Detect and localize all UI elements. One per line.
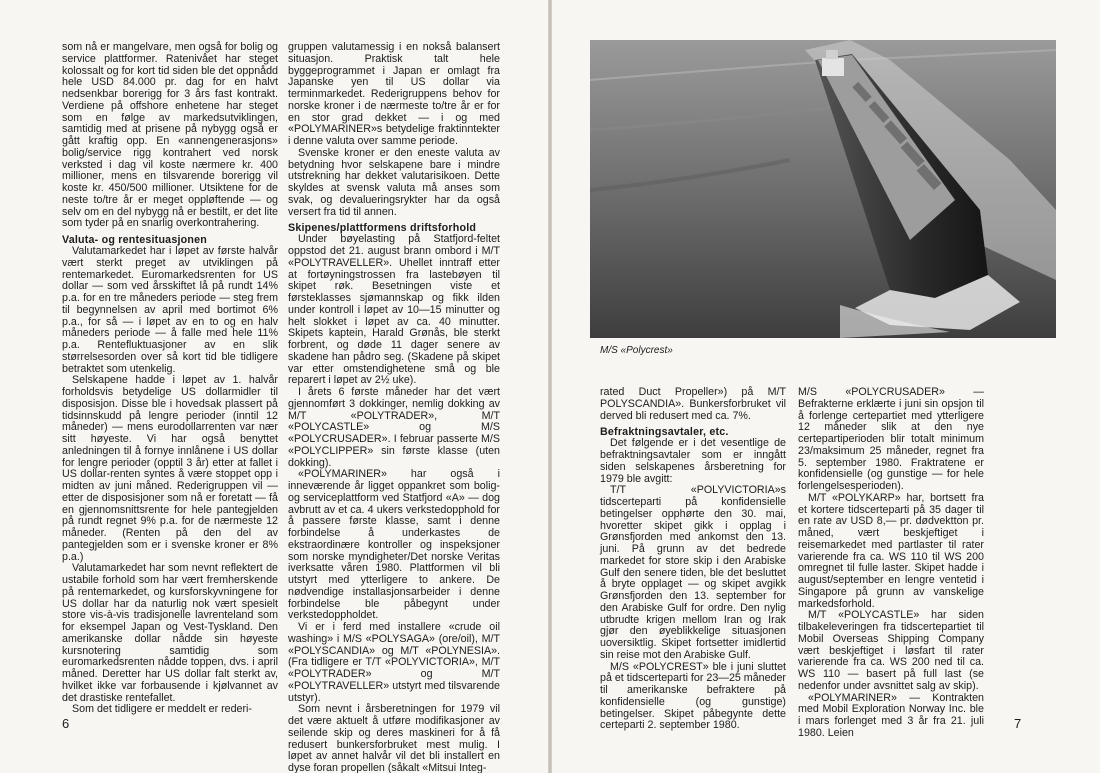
paragraph: gruppen valutamessig i en nokså balansert situasjon. Praktisk talt hele byggeprogrammet i Japan er omlagt fra Japanske yen til US dollar via terminmarkedet. Rederigruppens behov for norske kroner i de nærmeste to/tre år er for en stor grad dekket — i og med «POLYMARINER»s betydelige fraktinntekter i denne valuta over samme periode. xyxy=(288,41,500,147)
paragraph: Det følgende er i det vesentlige de befraktningsavtaler som er inngått siden selskapenes årsberetning for 1979 ble avgitt: xyxy=(600,437,786,485)
section-heading: Skipenes/plattformens driftsforhold xyxy=(288,222,477,235)
paragraph: Under bøyelasting på Statfjord-feltet oppstod det 21. august brann ombord i M/T «POLYTRAVELLER». Uhellet inntraff etter at fortøyningstrossen fra lastebøyen til skipet røk. Besetningen viste et førsteklasses sjømannskap og fikk ilden under kontroll i løpet av 10—15 minutter og helt slokket i løpet av ca. 40 minutter. Skipets kaptein, Harald Grønås, ble sterkt forbrent, og døde 11 dager senere av skadene han pådro seg. (Skadene på skipet var etter omstendighetene små og ble reparert i løpet av 2½ uke). xyxy=(288,233,500,387)
paragraph: T/T «POLYVICTORIA»s tidscerteparti på konfidensielle betingelser opphørte den 30. mai, hvoretter skipet gikk i opplag i Grønsfjorden med ankomst den 13. juni. På grunn av det bedrede markedet for store skip i den Arabiske Gulf den senere tiden, ble det besluttet å bryte opplaget — og skipet avgikk Grønsfjorden den 13. september for den Arabiske Gulf for ordre. Den nylig utbrudte krigen mellom Iran og Irak gjør den øyeblikkelige situasjonen uoversiktlig. Skipet fortsetter imidlertid sin reise mot den Arabiske Gulf. xyxy=(600,484,786,661)
paragraph: M/T «POLYCASTLE» har siden tilbakeleveringen fra tidscertepartiet til Mobil Overseas Shipping Company vært beskjeftiget i løsfart til rater varierende fra ca. WS 200 ned til ca. WS 110 — basert på full last (se nedenfor under avsnittet salg av skip). xyxy=(798,609,984,692)
right-column-2 xyxy=(798,387,984,740)
paragraph: «POLYMARINER» har også i inneværende år ligget oppankret som bolig- og serviceplattform ved Statfjord «A» — dog avbrutt av et ca. 4 ukers verkstedopphold for å passere første klasse, samt i denne forbindelse å underkastes de ekstraordinære kontroller og inspeksjoner som norske myndigheter/Det norske Veritas iverksatte våren 1980. Plattformen vil bli utstyrt med ytterligere to ankere. De nødvendige installasjonsarbeider i denne forbindelse ble påbegynt under verkstedoppholdet. xyxy=(288,468,500,622)
paragraph: Svenske kroner er den eneste valuta av betydning hvor selskapene bare i mindre utstrekning har dekket valutarisikoen. Dette skyldes at svensk valuta må anses som svak, og devalueringsrykter har da også versert fra tid til annen. xyxy=(288,146,500,218)
paragraph: Valutamarkedet har i løpet av første halvår vært sterkt preget av utviklingen på rentemarkedet. Euromarkedsrenten for US dollar — som ved årsskiftet lå på rundt 14% p.a. for en tre måneders periode — steg frem til begynnelsen av april med bortimot 6% p.a., for så — i løpet av en to og en halv måneders periode — å falle med hele 11% p.a. Rentefluktuasjoner av en slik størrelsesorden over så kort tid ble tidligere betraktet som utenkelig. xyxy=(62,245,278,375)
left-page xyxy=(0,0,548,773)
paragraph: M/S «POLYCRUSADER» — Befrakterne erklærte i juni sin opsjon til å forlenge certepartiet med ytterligere 12 måneder slik at den nye certepartiperioden blir totalt minimum 23/maksimum 25 måneder, regnet fra 5. september 1980. Fraktratene er konfidensielle (og gunstige — for hele forlengelsesperioden). xyxy=(798,386,984,492)
photo-caption: M/S «Polycrest» xyxy=(600,345,673,356)
right-column-1 xyxy=(600,387,786,732)
paragraph: M/T «POLYKARP» har, bortsett fra et kortere tidscerteparti på 35 dager til en rate av USD 8,— pr. dødvektton pr. måned, vært beskjeftiget i reisemarkedet med partlaster til rater varierende fra ca. WS 110 til WS 200 omregnet til fulle laster. Skipet hadde i august/september en lengre ventetid i Singapore på grunn av vanskelige markedsforhold. xyxy=(798,491,984,610)
tanker-ship-image xyxy=(590,40,1056,338)
paragraph: Som det tidligere er meddelt er rederi- xyxy=(72,703,252,716)
paragraph: Som nevnt i årsberetningen for 1979 vil det være aktuelt å utføre modifikasjoner av seilende skip og deres maskineri for å få redusert bunkersforbruket mest mulig. I løpet av annet halvår vil det bli installert en dyse foran propellen (såkalt «Mitsui Integ- xyxy=(288,703,500,773)
page-number-right: 7 xyxy=(1014,716,1022,731)
paragraph: M/S «POLYCREST» ble i juni sluttet på et tidscerteparti for 23—25 måneder til amerikanske befraktere på konfidensielle (og gunstige) betingelser. Skipet påbegynte dette certeparti 2. september 1980. xyxy=(600,660,786,732)
left-column-1 xyxy=(62,42,278,716)
section-heading: Befraktningsavtaler, etc. xyxy=(600,426,729,439)
paragraph: I årets 6 første måneder har det vært gjennomført 3 dokkinger, nemlig dokking av M/T «POLYTRADER», M/T «POLYCASTLE» og M/S «POLYCRUSADER». I februar passerte M/S «POLYCLIPPER» sin første klasse (uten dokking). xyxy=(288,386,500,469)
paragraph: Vi er i ferd med installere «crude oil washing» i M/S «POLYSAGA» (ore/oil), M/T «POLYSCANDIA» og M/T «POLYNESIA». (Fra tidligere er T/T «POLYVICTORIA», M/T «POLYTRADER» og M/T «POLYTRAVELLER» utstyrt med tilsvarende utstyr). xyxy=(288,621,500,704)
left-column-2 xyxy=(288,42,500,773)
right-page xyxy=(552,0,1100,773)
paragraph: Selskapene hadde i løpet av 1. halvår forholdsvis betydelige US dollarmidler til disposisjon. Disse ble i hovedsak plassert på tidsinnskudd på lengre perioder (inntil 12 måneder) — mens eurodollarrenten var nær sitt høyeste. Vi har også benyttet anledningen til å fornye innlånene i US dollar for lengre perioder (opptil 3 år) etter at fallet i US dollar-renten syntes å være stoppet opp i midten av juni måned. Rederigruppen vil — etter de disposisjoner som nå er foretatt — få en gjennomsnittsrente for hele pantegjelden på rundt regnet 9% p.a. for de nærmeste 12 måneder. (Renten på den del av pantegjelden som er i svenske kroner er 8% p.a.) xyxy=(62,374,278,563)
page-number-left: 6 xyxy=(62,716,70,731)
paragraph: rated Duct Propeller») på M/T POLYSCANDIA». Bunkersforbruket vil derved bli redusert med ca. 7%. xyxy=(600,386,786,422)
paragraph: «POLYMARINER» — Kontrakten med Mobil Exploration Norway Inc. ble i mars forlenget med 3 år fra 21. juli 1980. Leien xyxy=(798,691,984,739)
paragraph: som nå er mangelvare, men også for bolig og service plattformer. Ratenivået har steget kolossalt og for kort tid siden ble det oppnådd hele USD 84.000 pr. dag for en halvt nedsenkbar borerigg for 3 års fast kontrakt. Verdiene på offshore enhetene har steget som en følge av markedsutviklingen, samtidig med at prisene på nybygg også er gått kraftig opp. En «annengenerasjons» bolig/service rigg kontrahert ved norsk verksted i dag vil koste nærmere kr. 400 millioner, mens en tilsvarende borerigg vil koste kr. 450/500 millioner. Utsiktene for de neste to/tre år er meget oppløftende — og selv om en del nybygg nå er bestilt, er det lite som tyder på en snarlig overkontrahering. xyxy=(62,41,278,230)
ship-photo xyxy=(590,40,1056,338)
paragraph: Valutamarkedet har som nevnt reflektert de ustabile forhold som har vært fremherskende på rentemarkedet, og kursforskyvningene for US dollar har da naturlig nok vært spesielt store vis-à-vis tradisjonelle lavrenteland som for eksempel Japan og Vest-Tyskland. Den amerikanske dollar nådde sin høyeste kursnotering samtidig som euromarkedsrenten nådde toppen, dvs. i april måned. Deretter har US dollar falt sterkt av, hvilket ikke var forbausende i kjølvannet av det drastiske rentefallet. xyxy=(62,562,278,704)
section-heading: Valuta- og rentesituasjonen xyxy=(62,234,207,246)
